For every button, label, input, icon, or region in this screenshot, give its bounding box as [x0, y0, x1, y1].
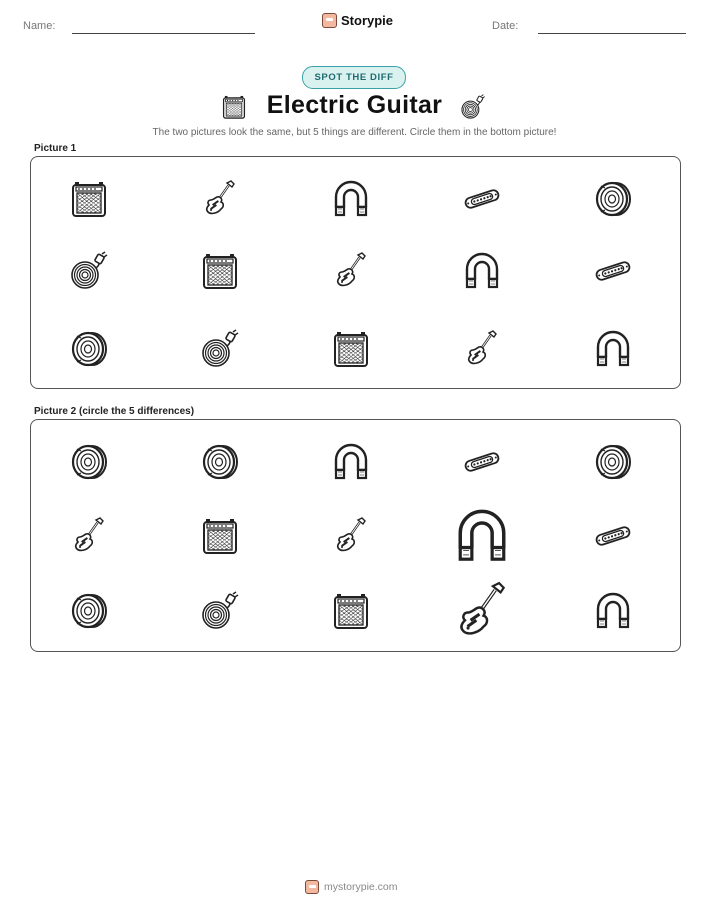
footer-url: mystorypie.com [324, 881, 398, 893]
page-title: Electric Guitar [266, 91, 443, 119]
date-line[interactable] [538, 33, 686, 34]
magnet-icon[interactable] [593, 591, 633, 631]
storypie-logo-icon [305, 880, 319, 894]
instructions: The two pictures look the same, but 5 things are different. Circle them in the bottom picture! [152, 127, 557, 138]
guitar-icon[interactable] [462, 329, 502, 369]
speaker-icon[interactable] [593, 179, 633, 219]
guitar-icon[interactable] [69, 516, 109, 556]
guitar-cable-icon[interactable] [69, 251, 109, 291]
guitar-icon[interactable] [331, 516, 371, 556]
pickup-icon[interactable] [593, 516, 633, 556]
guitar-cable-icon[interactable] [200, 591, 240, 631]
amplifier-icon[interactable] [331, 329, 371, 369]
speaker-icon[interactable] [69, 591, 109, 631]
picture-1-label: Picture 1 [34, 143, 77, 154]
amplifier-icon[interactable] [331, 591, 371, 631]
amplifier-icon[interactable] [200, 516, 240, 556]
spot-the-diff-badge: SPOT THE DIFF [302, 66, 406, 89]
guitar-icon[interactable] [331, 251, 371, 291]
guitar-icon[interactable] [451, 580, 513, 642]
pickup-icon[interactable] [462, 179, 502, 219]
picture-2-panel[interactable] [30, 419, 681, 652]
picture-2-label: Picture 2 (circle the 5 differences) [34, 406, 195, 417]
storypie-logo-icon [322, 13, 337, 28]
pickup-icon[interactable] [462, 442, 502, 482]
magnet-icon[interactable] [462, 251, 502, 291]
speaker-icon[interactable] [69, 442, 109, 482]
speaker-icon[interactable] [200, 442, 240, 482]
guitar-icon[interactable] [200, 179, 240, 219]
magnet-icon[interactable] [453, 507, 511, 565]
speaker-icon[interactable] [69, 329, 109, 369]
magnet-icon[interactable] [331, 179, 371, 219]
amplifier-icon[interactable] [200, 251, 240, 291]
footer [305, 880, 398, 894]
brand-name: Storypie [341, 13, 394, 28]
picture-1-panel [30, 156, 681, 389]
name-line[interactable] [72, 33, 255, 34]
magnet-icon[interactable] [331, 442, 371, 482]
speaker-icon[interactable] [593, 442, 633, 482]
title-guitar-cable-icon [460, 94, 486, 120]
guitar-cable-icon[interactable] [200, 329, 240, 369]
magnet-icon[interactable] [593, 329, 633, 369]
date-label: Date: [492, 20, 519, 32]
amplifier-icon[interactable] [69, 179, 109, 219]
brand-logo [322, 13, 393, 28]
name-label: Name: [23, 20, 56, 32]
pickup-icon[interactable] [593, 251, 633, 291]
